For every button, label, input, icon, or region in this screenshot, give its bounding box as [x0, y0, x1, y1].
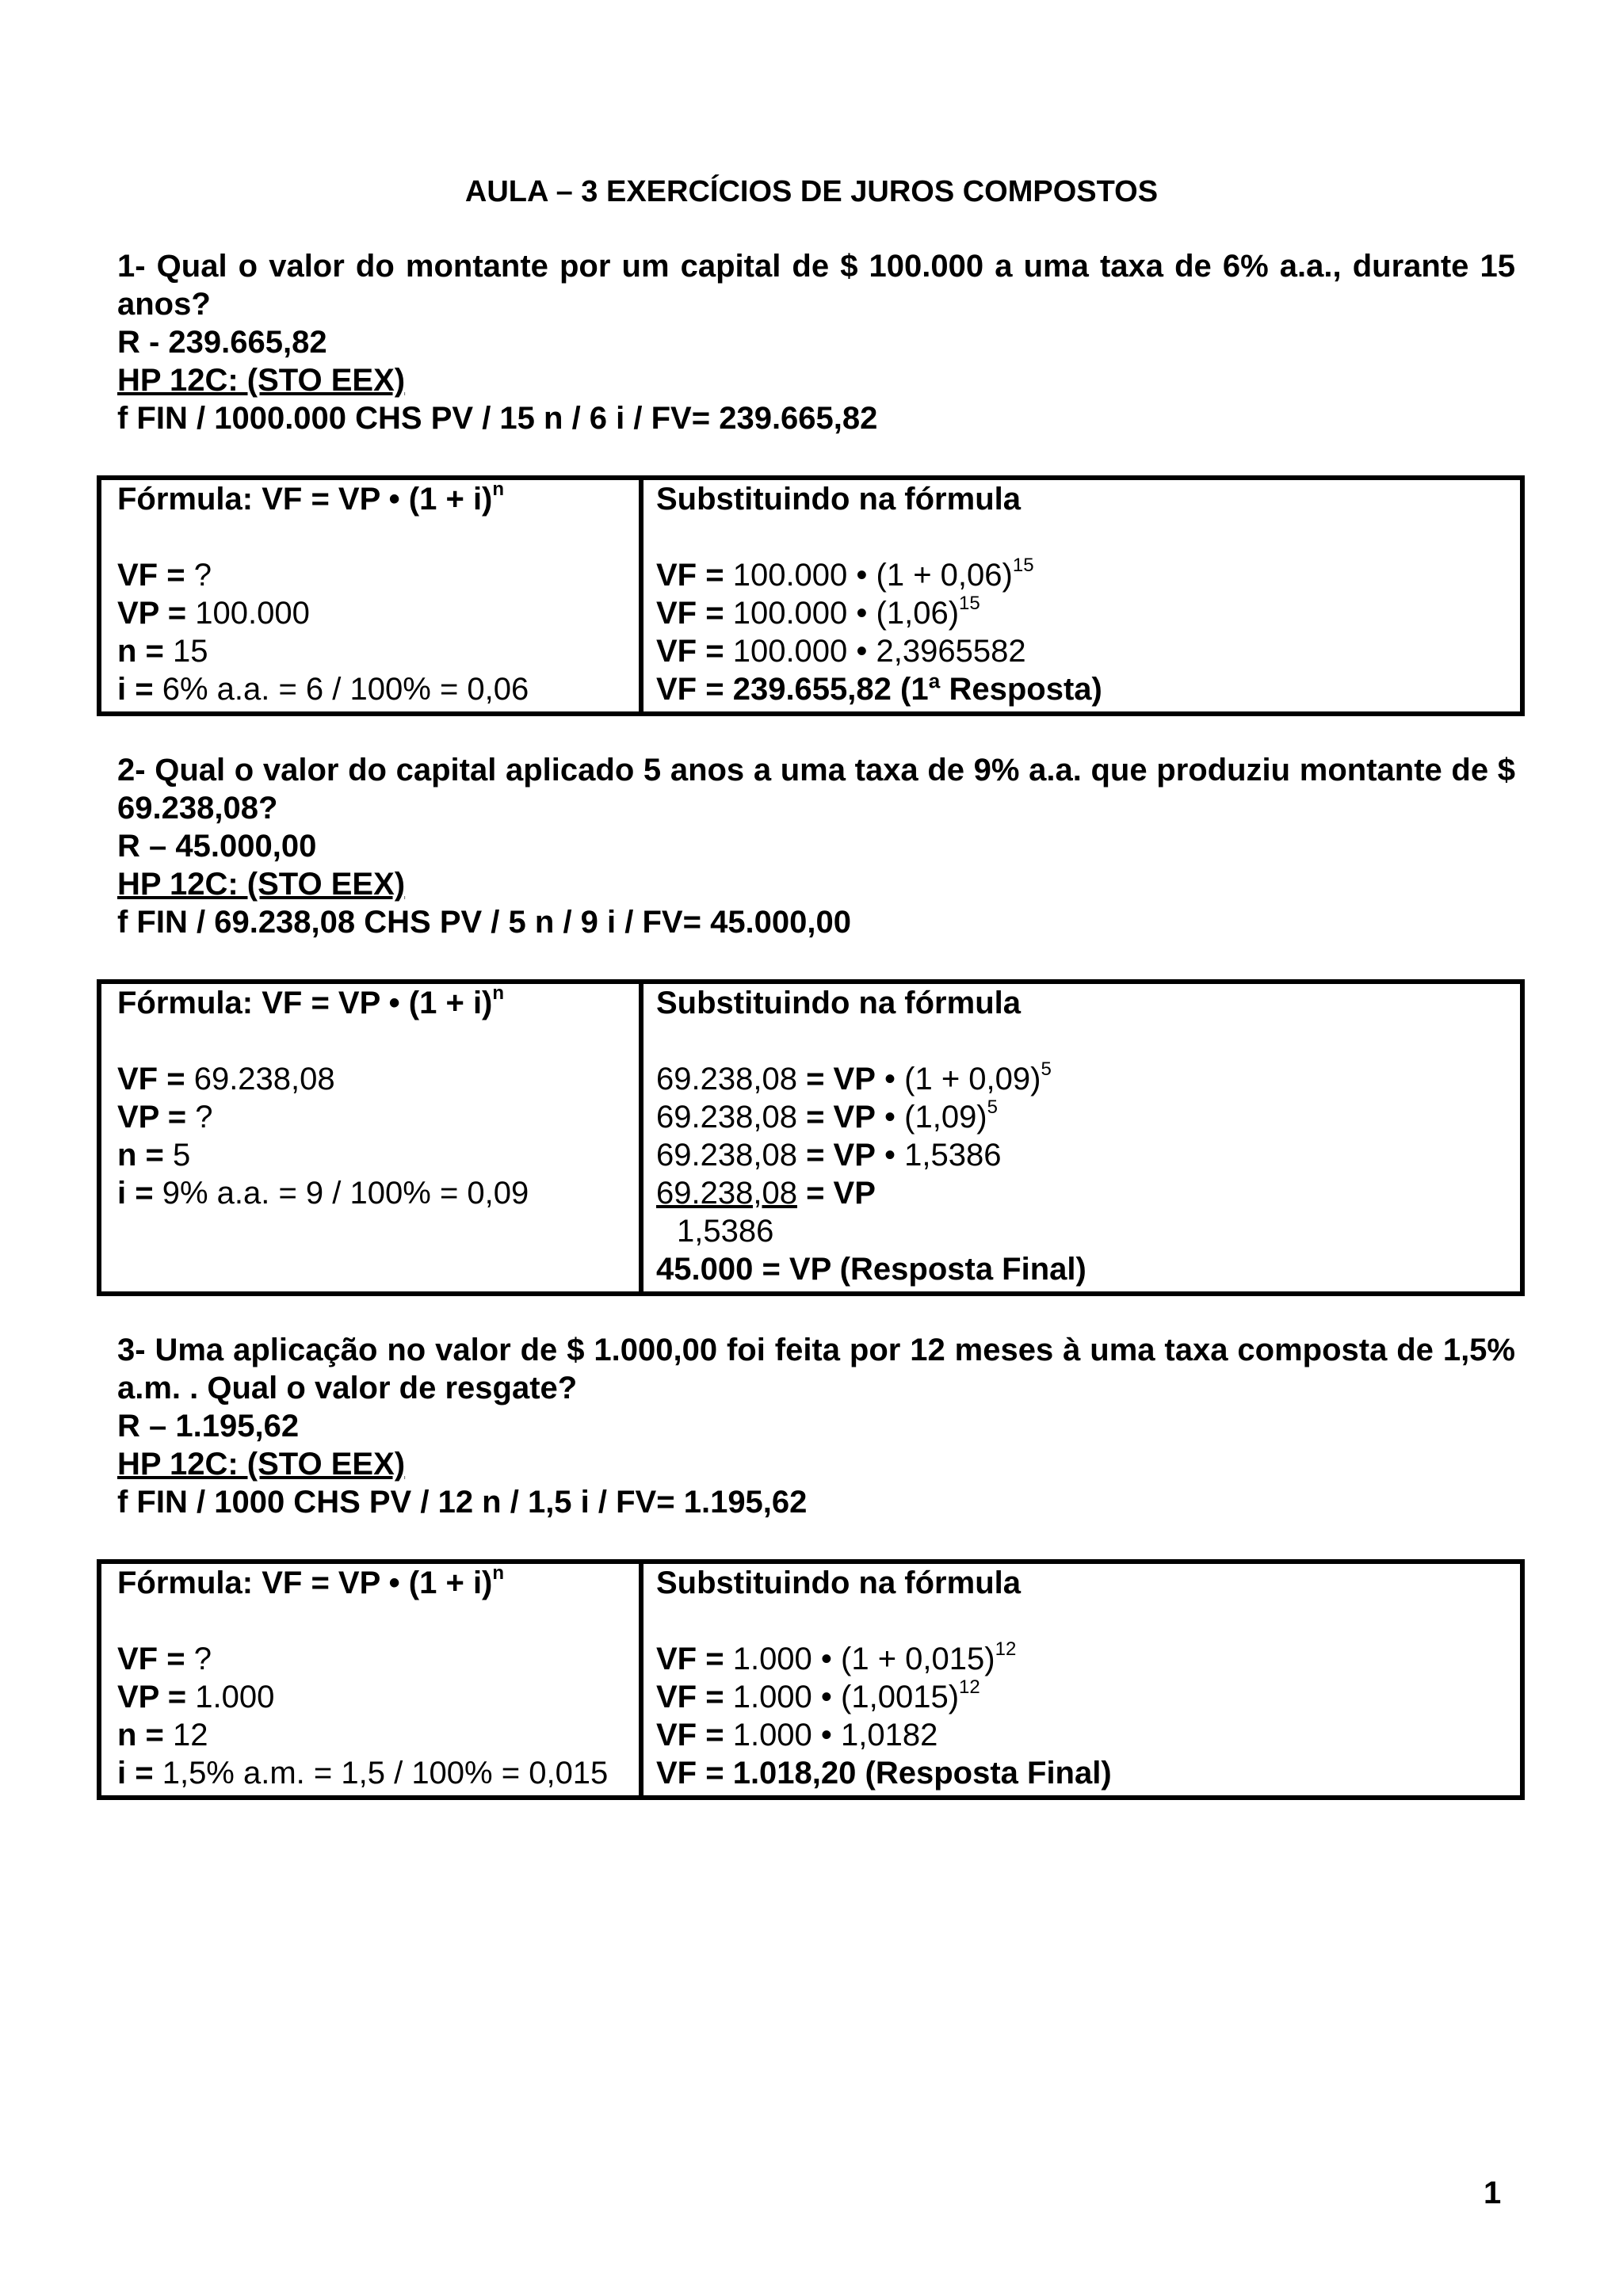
- hp-label: HP 12C: (STO EEX): [117, 867, 406, 902]
- variable-row: i = 9% a.a. = 9 / 100% = 0,09: [117, 1176, 529, 1211]
- variable-row: n = 12: [117, 1718, 208, 1753]
- formula-column: [101, 480, 643, 711]
- variable-row: i = 1,5% a.m. = 1,5 / 100% = 0,015: [117, 1756, 609, 1791]
- variable-row: i = 6% a.a. = 6 / 100% = 0,06: [117, 672, 529, 707]
- formula-column: [101, 984, 643, 1291]
- variable-row: VP = ?: [117, 1100, 213, 1135]
- substitution-column: [643, 1564, 1520, 1795]
- variable-row: VF = ?: [117, 1642, 212, 1676]
- variable-row: VP = 1.000: [117, 1680, 275, 1714]
- substitution-column: [643, 480, 1520, 711]
- fraction-numerator: 69.238,08 = VP: [656, 1176, 876, 1211]
- formula-table-3: [97, 1559, 1525, 1800]
- result-row: VF = 1.018,20 (Resposta Final): [656, 1756, 1112, 1791]
- answer: R – 45.000,00: [117, 829, 317, 864]
- step-row: 69.238,08 = VP • $(1,09)^5$: [656, 1097, 998, 1135]
- page-number: 1: [1484, 2176, 1502, 2210]
- substitution-column: [643, 984, 1520, 1291]
- question-text: 2- Qual o valor do capital aplicado 5 anos a uma taxa de 9% a.a. que produziu montante de $ 69.238,08?: [117, 753, 1515, 826]
- formula-table-2: [97, 979, 1525, 1296]
- substitution-header: Substituindo na fórmula: [656, 482, 1021, 517]
- step-row: VF = 1.000 • $(1 + 0,015)^{12}$: [656, 1638, 1017, 1676]
- answer: R - 239.665,82: [117, 325, 327, 360]
- step-row: VF = 1.000 • 1,0182: [656, 1718, 938, 1753]
- hp-keys: f FIN / 69.238,08 CHS PV / 5 n / 9 i / FV= 45.000,00: [117, 905, 852, 940]
- fraction-denominator: 1,5386: [677, 1214, 774, 1249]
- hp-label: HP 12C: (STO EEX): [117, 363, 406, 398]
- hp-label: HP 12C: (STO EEX): [117, 1447, 406, 1482]
- substitution-header: Substituindo na fórmula: [656, 986, 1021, 1020]
- hp-keys: f FIN / 1000 CHS PV / 12 n / 1,5 i / FV= 1.195,62: [117, 1485, 808, 1520]
- formula-column: [101, 1564, 643, 1795]
- formula: Fórmula: VF = VP • $(1 + i)^n$: [117, 479, 505, 517]
- step-row: VF = 100.000 • $(1 + 0,06)^{15}$: [656, 555, 1034, 593]
- question-2: [117, 751, 1515, 941]
- result-row: 45.000 = VP (Resposta Final): [656, 1252, 1086, 1287]
- formula: Fórmula: VF = VP • $(1 + i)^n$: [117, 982, 505, 1020]
- variable-row: VF = 69.238,08: [117, 1062, 335, 1097]
- variable-row: n = 15: [117, 634, 208, 669]
- page-title: AULA – 3 EXERCÍCIOS DE JUROS COMPOSTOS: [464, 175, 1159, 208]
- question-3: [117, 1331, 1515, 1521]
- question-text: 1- Qual o valor do montante por um capital de $ 100.000 a uma taxa de 6% a.a., durante 15 anos?: [117, 249, 1515, 322]
- result-row: VF = 239.655,82 (1ª Resposta): [656, 672, 1102, 707]
- formula: Fórmula: VF = VP • $(1 + i)^n$: [117, 1562, 505, 1600]
- substitution-header: Substituindo na fórmula: [656, 1566, 1021, 1600]
- step-row: VF = 100.000 • 2,3965582: [656, 634, 1026, 669]
- step-row: VF = 1.000 • $(1,0015)^{12}$: [656, 1676, 980, 1714]
- variable-row: VP = 100.000: [117, 596, 310, 631]
- variable-row: VF = ?: [117, 558, 212, 593]
- variable-row: n = 5: [117, 1138, 191, 1173]
- question-1: [117, 247, 1515, 437]
- hp-keys: f FIN / 1000.000 CHS PV / 15 n / 6 i / FV= 239.665,82: [117, 401, 878, 436]
- formula-table-1: [97, 475, 1525, 716]
- step-row: 69.238,08 = VP • $(1 + 0,09)^5$: [656, 1058, 1052, 1097]
- question-text: 3- Uma aplicação no valor de $ 1.000,00 foi feita por 12 meses à uma taxa composta de 1,5% a.m. . Qual o valor de resgate?: [117, 1333, 1515, 1405]
- answer: R – 1.195,62: [117, 1409, 300, 1444]
- step-row: 69.238,08 = VP • 1,5386: [656, 1138, 1002, 1173]
- step-row: VF = 100.000 • $(1,06)^{15}$: [656, 593, 980, 631]
